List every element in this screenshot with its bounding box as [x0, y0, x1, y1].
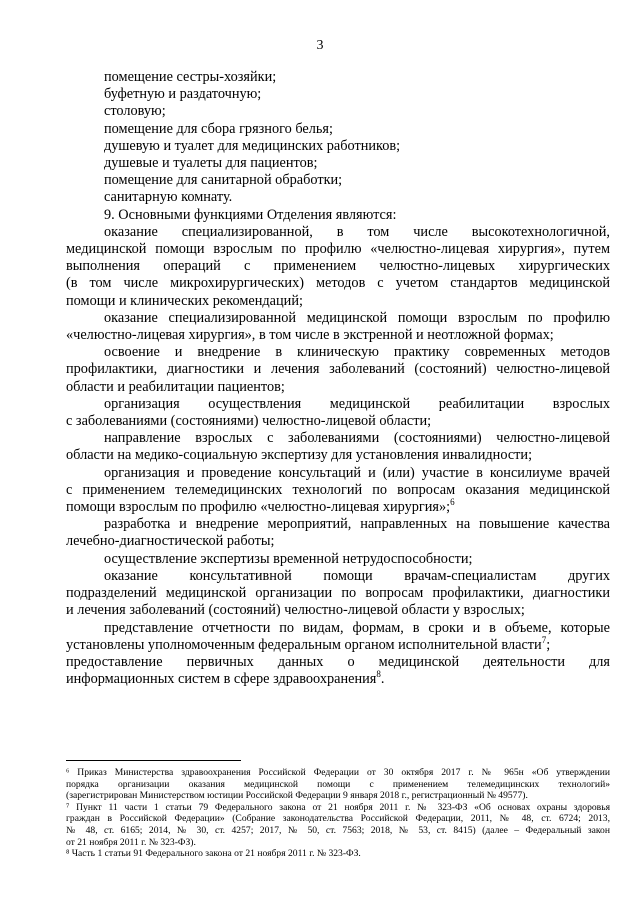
footnote-line: ⁶ Приказ Министерства здравоохранения Российской Федерации от 30 октября 2017 г. № 965н «Об утверждении	[66, 767, 610, 778]
footnote	[66, 767, 610, 802]
function-paragraph	[66, 224, 610, 310]
paragraph-line	[66, 499, 610, 516]
paragraph-line: лечебно-диагностической работы;	[66, 533, 275, 550]
function-paragraph	[66, 344, 610, 396]
function-paragraph	[66, 396, 610, 430]
function-paragraph	[66, 516, 610, 550]
paragraph-line	[66, 634, 610, 654]
footnote-line: граждан в Российской Федерации» (Собрание законодательства Российской Федерации, 2011, № 48, ст. 6724; 2013,	[66, 813, 610, 825]
function-paragraph	[66, 310, 610, 344]
paragraph-line: направление взрослых с заболеваниями (состояниями) челюстно-лицевой	[104, 430, 610, 447]
footnote-ref: 7	[541, 634, 547, 645]
footnote-ref: 6	[450, 497, 455, 508]
paragraph-line: освоение и внедрение в клиническую практику современных методов	[104, 344, 610, 361]
footnote	[66, 802, 610, 848]
premises-list	[66, 69, 610, 207]
list-item: столовую;	[104, 103, 166, 120]
paragraph-line: представление отчетности по видам, формам, в сроки и в объеме, которые	[104, 619, 610, 636]
paragraph-line: подразделений медицинской организации по вопросам профилактики, диагностики	[66, 585, 610, 602]
footnote-line: ⁷ Пункт 11 части 1 статьи 79 Федерального закона от 21 ноября 2011 г. № 323-ФЗ «Об основах охраны здоровья	[66, 801, 610, 813]
paragraph-line: организация и проведение консультаций и (или) участие в консилиуме врачей	[104, 464, 610, 481]
list-item: душевую и туалет для медицинских работников;	[104, 137, 401, 154]
paragraph-line: выполнения операций с применением челюстно-лицевых хирургических	[66, 258, 610, 275]
paragraph-line: организация осуществления медицинской реабилитации взрослых	[104, 395, 610, 412]
paragraph-line: оказание консультативной помощи врачам-специалистам других	[104, 567, 610, 584]
paragraph-line: помощи и клинических рекомендаций;	[66, 292, 303, 309]
paragraph-line-text: установлены уполномоченным федеральным органом исполнительной власти	[66, 636, 542, 653]
list-item: помещение сестры-хозяйки;	[104, 69, 277, 85]
function-paragraph	[66, 551, 610, 568]
function-paragraph	[66, 568, 610, 620]
list-item: санитарную комнату.	[104, 189, 233, 206]
paragraph-line-text: помощи взрослым по профилю «челюстно-лицевая хирургия»;	[66, 499, 451, 516]
list-item: буфетную и раздаточную;	[104, 86, 262, 103]
paragraph-line: осуществление экспертизы временной нетрудоспособности;	[104, 550, 473, 567]
footnote-ref: 8	[376, 669, 381, 680]
paragraph-line	[66, 671, 610, 688]
paragraph-line: «челюстно-лицевая хирургия», в том числе в экстренной и неотложной формах;	[66, 327, 554, 344]
function-paragraph	[66, 620, 610, 689]
paragraph-line: оказание специализированной, в том числе высокотехнологичной,	[104, 223, 610, 240]
paragraph-line: с применением телемедицинских технологий по вопросам оказания медицинской	[66, 481, 610, 498]
paragraph-line: оказание специализированной медицинской помощи взрослым по профилю	[104, 309, 610, 326]
paragraph-line-text: .	[380, 671, 385, 688]
paragraph-line: профилактики, диагностики и лечения заболеваний (состояний) челюстно-лицевой	[66, 361, 610, 378]
paragraph-line: области и реабилитации пациентов;	[66, 378, 285, 395]
paragraph-line: медицинской помощи взрослым по профилю «челюстно-лицевая хирургия», путем	[66, 241, 610, 258]
footnote-line: (зарегистрирован Министерством юстиции Российской Федерации 9 января 2018 г., регистрационный № 49577).	[66, 790, 528, 802]
footnote-line: ⁸ Часть 1 статьи 91 Федерального закона от 21 ноября 2011 г. № 323-ФЗ.	[66, 848, 361, 860]
section-heading: 9. Основными функциями Отделения являются:	[104, 206, 397, 223]
list-item: помещение для сбора грязного белья;	[104, 120, 333, 137]
footnote-line: от 21 ноября 2011 г. № 323-ФЗ).	[66, 836, 196, 848]
paragraph-line: области на медико-социальную экспертизу для установления инвалидности;	[66, 447, 533, 464]
list-item: помещение для санитарной обработки;	[104, 172, 343, 189]
paragraph-line-text: ;	[546, 636, 551, 653]
footnote-line: № 48, ст. 6165; 2014, № 30, ст. 4257; 2017, № 50, ст. 7563; 2018, № 53, ст. 8415) (далее – Федеральный закон	[66, 824, 610, 836]
document-body	[66, 69, 610, 688]
paragraph-line: разработка и внедрение мероприятий, направленных на повышение качества	[104, 516, 610, 533]
paragraph-line-text: информационных систем в сфере здравоохранения	[66, 671, 377, 688]
paragraph-line: с заболеваниями (состояниями) челюстно-лицевой области;	[66, 413, 432, 430]
list-item: душевые и туалеты для пациентов;	[104, 155, 318, 172]
page-number: 3	[316, 38, 324, 53]
function-paragraph	[66, 465, 610, 517]
footnotes	[66, 767, 610, 860]
paragraph-line: и лечения заболеваний (состояний) челюстно-лицевой области у взрослых;	[66, 602, 525, 619]
function-paragraph	[66, 430, 610, 464]
footnote-line: порядка организации оказания медицинской помощи с применением телемедицинских технологий»	[66, 778, 610, 790]
footnote-divider	[66, 760, 241, 761]
footnote	[66, 848, 610, 860]
paragraph-line: (в том числе микрохирургических) методов с учетом стандартов медицинской	[66, 275, 610, 292]
paragraph-line: предоставление первичных данных о медицинской деятельности для	[66, 653, 610, 670]
